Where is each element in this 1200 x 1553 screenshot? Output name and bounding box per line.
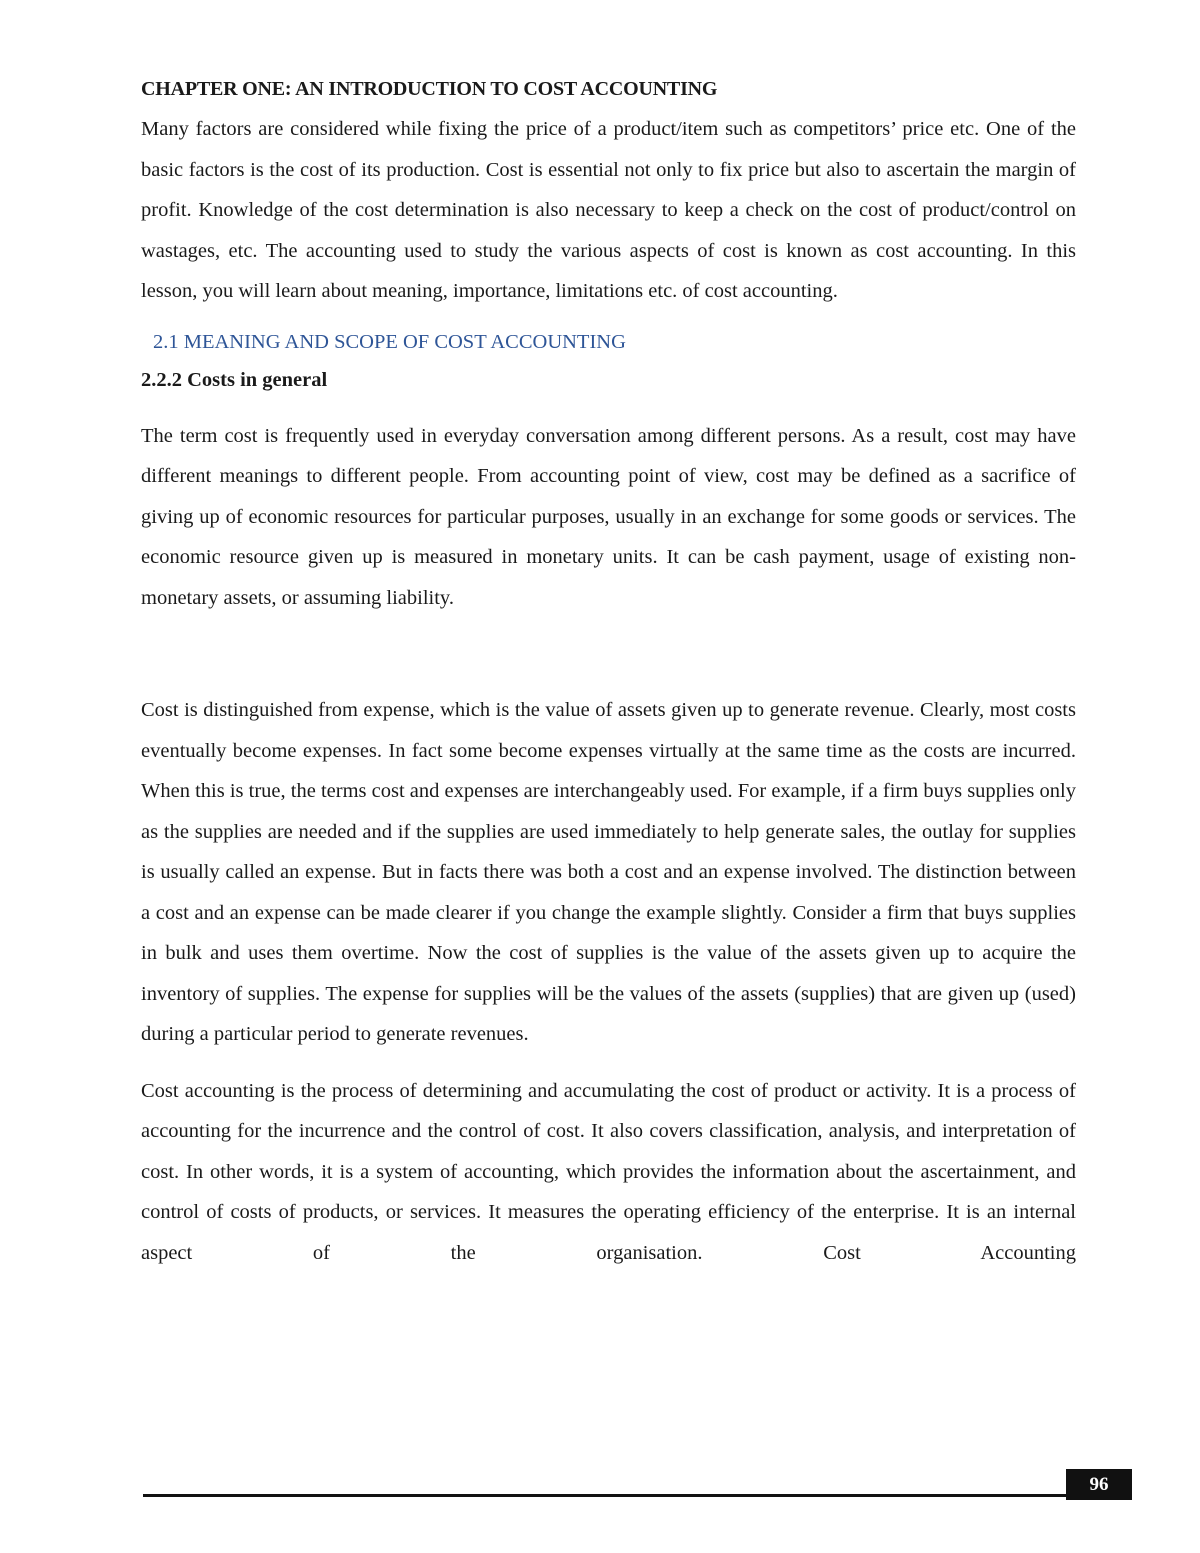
page-number: 96 bbox=[1066, 1469, 1132, 1500]
intro-paragraph: Many factors are considered while fixing the price of a product/item such as competitors’ price etc. One of the basic factors is the cost of its production. Cost is essential not only to fix price but also to ascertain the margin of profit. Knowledge of the cost determination is also necessary to keep a check on the cost of product/control on wastages, etc. The accounting used to study the various aspects of cost is known as cost accounting. In this lesson, you will learn about meaning, importance, limitations etc. of cost accounting. bbox=[141, 118, 1076, 302]
paragraph-cost-accounting: Cost accounting is the process of determining and accumulating the cost of product or activity. It is a process of accounting for the incurrence and the control of cost. It also covers classification, analysis, and interpretation of cost. In other words, it is a system of accounting, which provides the information about the ascertainment, and control of costs of products, or services. It measures the operating efficiency of the enterprise. It is an internal aspect of the organisation. Cost Accounting bbox=[141, 1079, 1076, 1264]
footer-rule bbox=[143, 1494, 1075, 1497]
paragraph-cost-definition: The term cost is frequently used in everyday conversation among different persons. As a result, cost may have different meanings to different people. From accounting point of view, cost may be defined as a sacrifice of giving up of economic resources for particular purposes, usually in an exchange for some goods or services. The economic resource given up is measured in monetary units. It can be cash payment, usage of existing non-monetary assets, or assuming liability. bbox=[141, 424, 1076, 609]
paragraph-cost-vs-expense: Cost is distinguished from expense, which is the value of assets given up to generate revenue. Clearly, most costs eventually become expenses. In fact some become expenses virtually at the same time as the costs are incurred. When this is true, the terms cost and expenses are interchangeably used. For example, if a firm buys supplies only as the supplies are needed and if the supplies are used immediately to help generate sales, the outlay for supplies is usually called an expense. But in facts there was both a cost and an expense involved. The distinction between a cost and an expense can be made clearer if you change the example slightly. Consider a firm that buys supplies in bulk and uses them overtime. Now the cost of supplies is the value of the assets given up to acquire the inventory of supplies. The expense for supplies will be the values of the assets (supplies) that are given up (used) during a particular period to generate revenues. bbox=[141, 699, 1076, 1045]
subsection-heading: 2.2.2 Costs in general bbox=[141, 368, 328, 391]
chapter-title: CHAPTER ONE: AN INTRODUCTION TO COST ACCOUNTING bbox=[141, 78, 718, 100]
document-page bbox=[141, 70, 1076, 1273]
section-heading: 2.1 MEANING AND SCOPE OF COST ACCOUNTING bbox=[153, 330, 626, 353]
